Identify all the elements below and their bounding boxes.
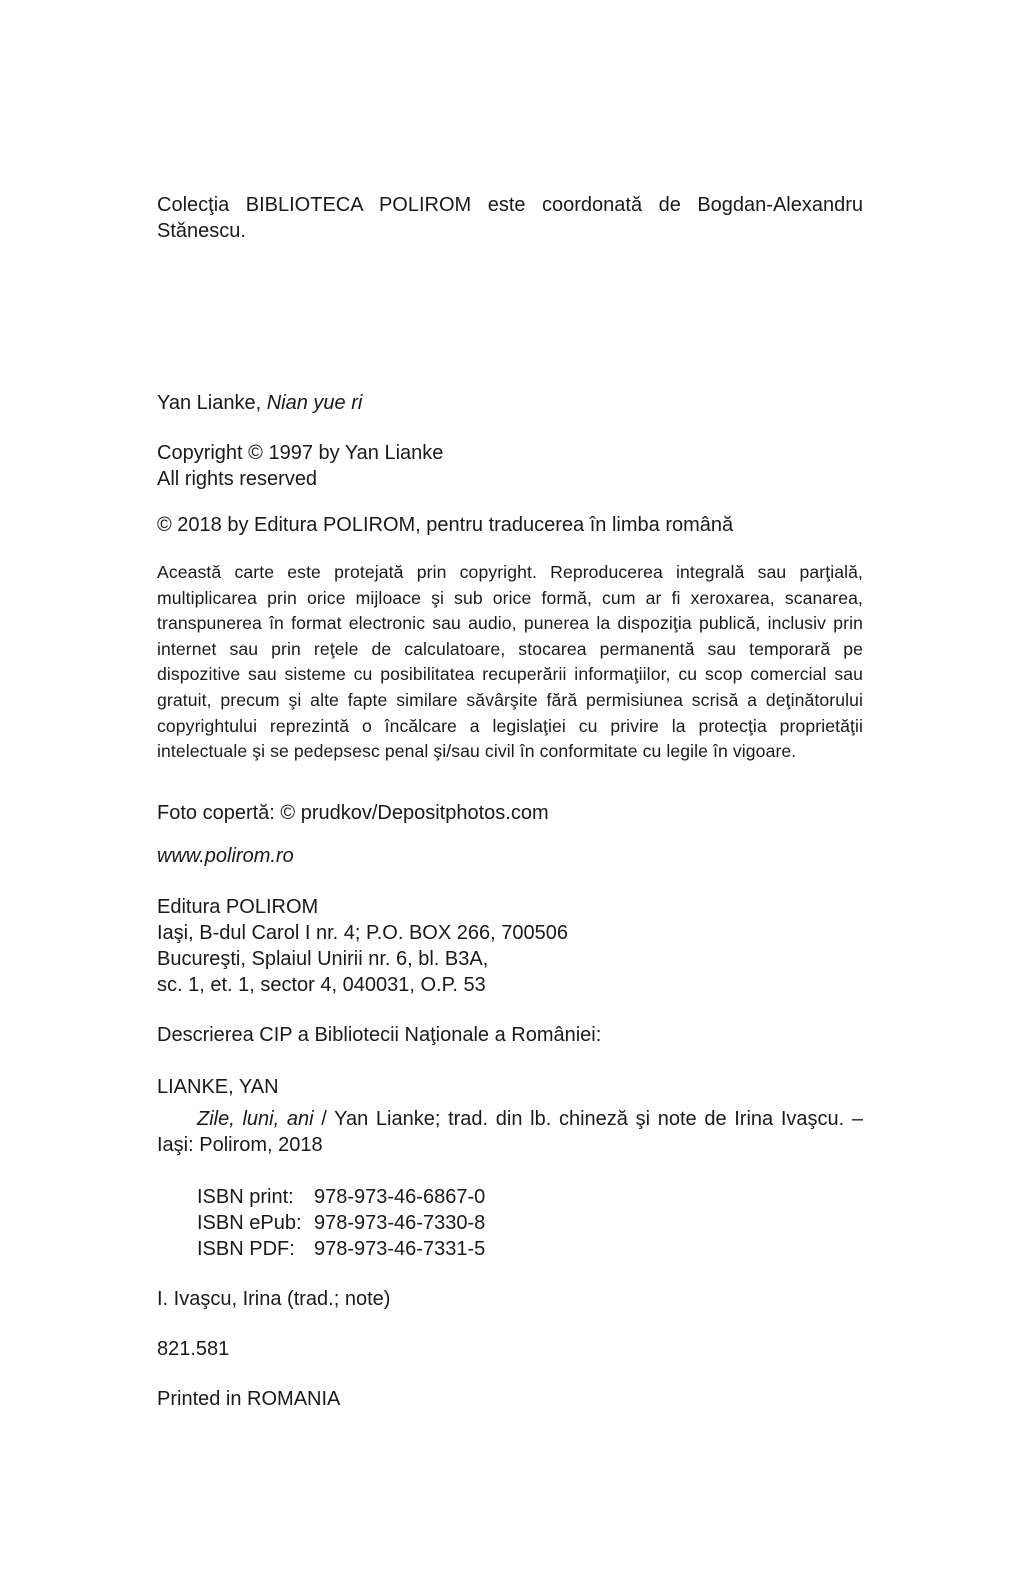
cip-details: / Yan Lianke; trad. din lb. chineză şi note de Irina Ivaşcu. – Iaşi: Polirom, 2018 <box>157 1108 864 1156</box>
isbn-pdf: ISBN PDF: 978-973-46-7331-5 <box>197 1238 486 1260</box>
original-title: Nian yue ri <box>266 392 363 414</box>
publisher-address-3: sc. 1, et. 1, sector 4, 040031, O.P. 53 <box>157 974 486 996</box>
cip-author: LIANKE, YAN <box>157 1076 279 1098</box>
publisher-name: Editura POLIROM <box>157 896 319 918</box>
printed-in: Printed in ROMANIA <box>157 1388 341 1410</box>
publisher-block <box>157 894 863 998</box>
cip-translator: I. Ivaşcu, Irina (trad.; note) <box>157 1288 391 1310</box>
copyright-page <box>157 0 863 1575</box>
isbn-list <box>157 1184 903 1262</box>
website-link[interactable]: www.polirom.ro <box>157 845 294 867</box>
translation-copyright: © 2018 by Editura POLIROM, pentru traducerea în limba română <box>157 514 734 536</box>
cip-title: Zile, luni, ani <box>197 1108 314 1130</box>
copyright-line: Copyright © 1997 by Yan Lianke <box>157 442 444 464</box>
copyright-block <box>157 440 863 492</box>
publisher-address-2: Bucureşti, Splaiul Unirii nr. 6, bl. B3A, <box>157 948 489 970</box>
isbn-print: ISBN print: 978-973-46-6867-0 <box>197 1186 486 1208</box>
original-title-line <box>157 390 863 416</box>
publisher-address-1: Iaşi, B-dul Carol I nr. 4; P.O. BOX 266, 700506 <box>157 922 568 944</box>
isbn-epub: ISBN ePub: 978-973-46-7330-8 <box>197 1212 486 1234</box>
cip-classification: 821.581 <box>157 1338 230 1360</box>
original-author: Yan Lianke, <box>157 392 262 414</box>
legal-notice: Această carte este protejată prin copyright. Reproducerea integrală sau parţială, multiplicarea prin orice mijloace şi sub orice formă, cum ar fi xeroxarea, scanarea, transpunerea în format electronic sau audio, punerea la dispoziţia publică, inclusiv prin internet sau prin reţele de calculatoare, stocarea permanentă sau temporară pe dispozitive sau sisteme cu posibilitatea recuperării informaţiilor, cu scop comercial sau gratuit, precum şi alte fapte similare săvârşite fără permisiunea scrisă a deţinătorului copyrightului reprezintă o încălcare a legislaţiei cu privire la protecţia proprietăţii intelectuale şi se pedepsesc penal şi/sau civil în conformitate cu legile în vigoare. <box>157 562 863 762</box>
collection-note: Colecţia BIBLIOTECA POLIROM este coordonată de Bogdan-Alexandru Stănescu. <box>157 194 863 242</box>
cip-description <box>157 1106 863 1158</box>
cip-heading: Descrierea CIP a Bibliotecii Naţionale a României: <box>157 1024 602 1046</box>
rights-reserved: All rights reserved <box>157 468 318 490</box>
photo-credit: Foto copertă: © prudkov/Depositphotos.com <box>157 802 549 824</box>
